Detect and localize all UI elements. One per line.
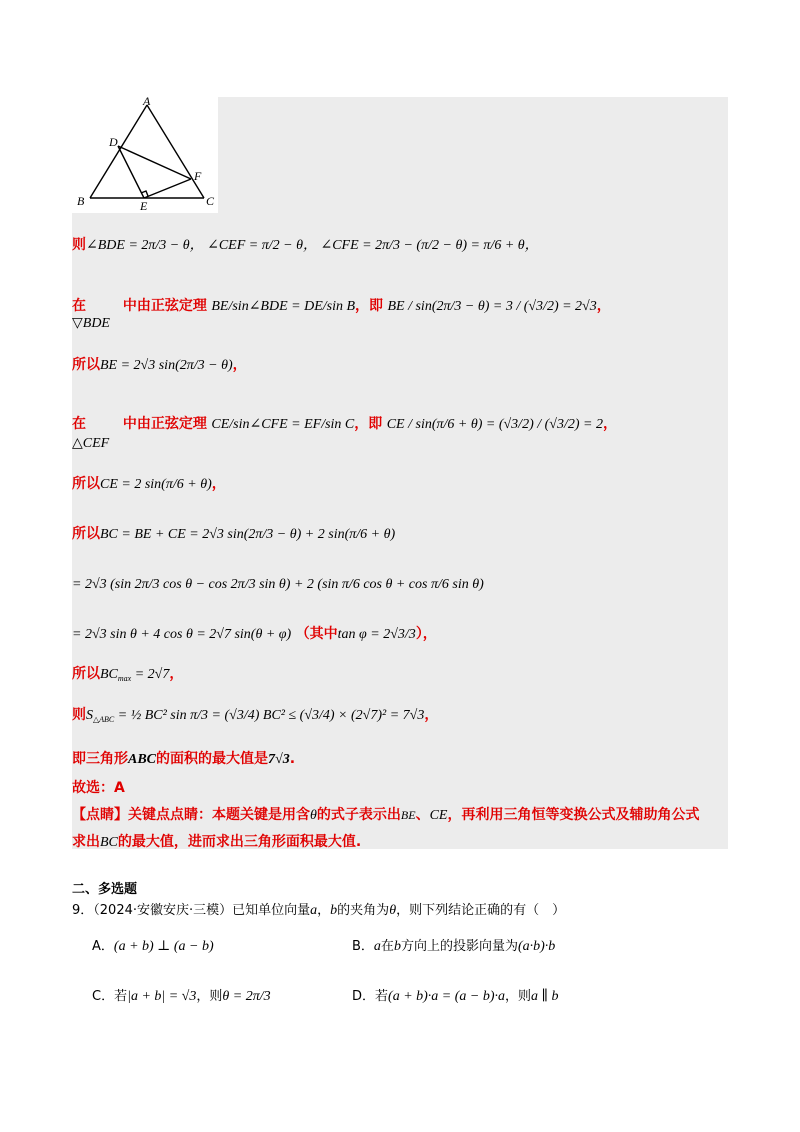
solution-line-aux-angle: = 2√3 sin θ + 4 cos θ = 2√7 sin(θ + φ) （其中tan φ = 2√3/3），: [72, 626, 437, 642]
triangle-figure: [72, 97, 218, 213]
label-c: C: [206, 194, 215, 208]
solution-line-sine-cef: 在 △CEF 中由正弦定理 CE/sin∠CFE = EF/sin C，即 CE / sin(π/6 + θ) = (√3/2) / (√3/2) = 2，: [72, 416, 617, 451]
option-d[interactable]: D．若(a + b)·a = (a − b)·a，则a ∥ b: [352, 989, 559, 1004]
label-f: F: [194, 169, 202, 183]
option-b[interactable]: B．a在b方向上的投影向量为(a·b)·b: [352, 939, 556, 954]
solution-line-area: 则$S_{\triangle ABC}$ = ½ BC² sin π/3 = (√3/4) BC² ≤ (√3/4) × (2√7)² = 7√3，: [72, 707, 439, 724]
answer-line: 故选：A: [72, 780, 125, 796]
solution-line-sine-bde: 在 ▽BDE 中由正弦定理 BE/sin∠BDE = DE/sin B，即 BE / sin(2π/3 − θ) = 3 / (√3/2) = 2√3，: [72, 298, 611, 331]
section-title: 二、多选题: [72, 882, 138, 897]
label-e: E: [140, 199, 148, 213]
triangle-diagram: [72, 97, 218, 213]
label-a: A: [143, 97, 151, 108]
solution-line-angles: 则∠BDE = 2π/3 − θ， ∠CEF = π/2 − θ， ∠CFE = 2π/3 − (π/2 − θ) = π/6 + θ，: [72, 237, 539, 253]
solution-line-bc: 所以BC = BE + CE = 2√3 sin(2π/3 − θ) + 2 sin(π/6 + θ): [72, 526, 396, 542]
label-d: D: [109, 135, 118, 149]
label-b: B: [77, 194, 85, 208]
comment-line-1: 【点睛】关键点点睛：本题关键是用含θ的式子表示出BE、CE，再利用三角恒等变换公式及辅助角公式: [72, 807, 700, 823]
option-a[interactable]: A．(a + b) ⊥ (a − b): [92, 939, 214, 954]
option-c[interactable]: C．若|a + b| = √3，则θ = 2π/3: [92, 989, 271, 1004]
question-stem: 9．（2024·安徽安庆·三模）已知单位向量a，b的夹角为θ，则下列结论正确的有（ ）: [72, 903, 566, 918]
solution-line-ce: 所以CE = 2 sin(π/6 + θ)，: [72, 476, 226, 492]
solution-line-conclusion: 即三角形ABC的面积的最大值是7√3.: [72, 751, 296, 767]
solution-line-bc-max: 所以$BC_{max} = 2√7$，: [72, 666, 184, 683]
solution-line-be: 所以BE = 2√3 sin(2π/3 − θ)，: [72, 357, 247, 373]
comment-line-2: 求出BC的最大值，进而求出三角形面积最大值.: [72, 834, 362, 850]
solution-line-expand: = 2√3 (sin 2π/3 cos θ − cos 2π/3 sin θ) + 2 (sin π/6 cos θ + cos π/6 sin θ): [72, 577, 484, 592]
